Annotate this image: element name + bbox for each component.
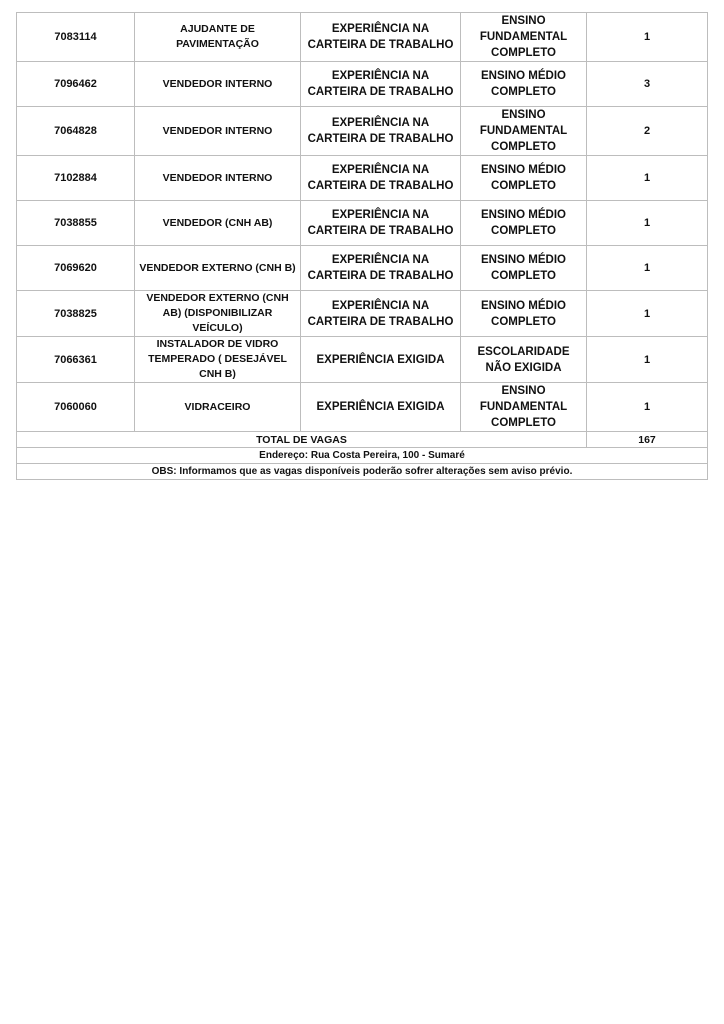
note-text: OBS: Informamos que as vagas disponíveis poderão sofrer alterações sem aviso prévio. — [17, 464, 708, 480]
job-vacancies: 1 — [587, 13, 708, 62]
table-row — [17, 246, 708, 291]
job-experience: EXPERIÊNCIA NA CARTEIRA DE TRABALHO — [301, 62, 461, 107]
job-vacancies: 1 — [587, 156, 708, 201]
total-value: 167 — [587, 432, 708, 448]
job-education: ENSINO FUNDAMENTAL COMPLETO — [461, 13, 587, 62]
job-role: VENDEDOR EXTERNO (CNH AB) (DISPONIBILIZAR VEÍCULO) — [135, 291, 301, 337]
job-code: 7060060 — [17, 383, 135, 432]
job-experience: EXPERIÊNCIA NA CARTEIRA DE TRABALHO — [301, 156, 461, 201]
job-education: ENSINO FUNDAMENTAL COMPLETO — [461, 107, 587, 156]
job-code: 7096462 — [17, 62, 135, 107]
job-vacancies: 1 — [587, 246, 708, 291]
job-experience: EXPERIÊNCIA NA CARTEIRA DE TRABALHO — [301, 291, 461, 337]
table-row — [17, 291, 708, 337]
job-code: 7038825 — [17, 291, 135, 337]
job-experience: EXPERIÊNCIA EXIGIDA — [301, 337, 461, 383]
job-vacancies: 1 — [587, 291, 708, 337]
job-code: 7102884 — [17, 156, 135, 201]
job-education: ESCOLARIDADE NÃO EXIGIDA — [461, 337, 587, 383]
table-row — [17, 13, 708, 62]
job-role: AJUDANTE DE PAVIMENTAÇÃO — [135, 13, 301, 62]
job-education: ENSINO MÉDIO COMPLETO — [461, 201, 587, 246]
job-role: VENDEDOR INTERNO — [135, 156, 301, 201]
job-code: 7066361 — [17, 337, 135, 383]
total-row — [17, 432, 708, 448]
job-vacancies: 1 — [587, 201, 708, 246]
table-row — [17, 201, 708, 246]
job-role: VENDEDOR INTERNO — [135, 62, 301, 107]
job-code: 7064828 — [17, 107, 135, 156]
total-label: TOTAL DE VAGAS — [17, 432, 587, 448]
address-row — [17, 448, 708, 464]
job-education: ENSINO MÉDIO COMPLETO — [461, 156, 587, 201]
job-role: VENDEDOR (CNH AB) — [135, 201, 301, 246]
job-experience: EXPERIÊNCIA NA CARTEIRA DE TRABALHO — [301, 107, 461, 156]
job-experience: EXPERIÊNCIA NA CARTEIRA DE TRABALHO — [301, 246, 461, 291]
note-row — [17, 464, 708, 480]
job-experience: EXPERIÊNCIA NA CARTEIRA DE TRABALHO — [301, 201, 461, 246]
job-vacancies: 3 — [587, 62, 708, 107]
job-code: 7069620 — [17, 246, 135, 291]
job-vacancies: 1 — [587, 337, 708, 383]
job-role: VIDRACEIRO — [135, 383, 301, 432]
table-row — [17, 107, 708, 156]
table-row — [17, 62, 708, 107]
table-row — [17, 383, 708, 432]
address-text: Endereço: Rua Costa Pereira, 100 - Sumaré — [17, 448, 708, 464]
table-row — [17, 156, 708, 201]
job-vacancies: 2 — [587, 107, 708, 156]
job-education: ENSINO MÉDIO COMPLETO — [461, 291, 587, 337]
job-experience: EXPERIÊNCIA NA CARTEIRA DE TRABALHO — [301, 13, 461, 62]
job-role: VENDEDOR EXTERNO (CNH B) — [135, 246, 301, 291]
job-experience: EXPERIÊNCIA EXIGIDA — [301, 383, 461, 432]
job-code: 7038855 — [17, 201, 135, 246]
job-vacancies-table — [16, 12, 708, 480]
table-row — [17, 337, 708, 383]
job-code: 7083114 — [17, 13, 135, 62]
job-vacancies: 1 — [587, 383, 708, 432]
job-role: VENDEDOR INTERNO — [135, 107, 301, 156]
job-education: ENSINO MÉDIO COMPLETO — [461, 246, 587, 291]
job-education: ENSINO MÉDIO COMPLETO — [461, 62, 587, 107]
job-role: INSTALADOR DE VIDRO TEMPERADO ( DESEJÁVEL CNH B) — [135, 337, 301, 383]
job-education: ENSINO FUNDAMENTAL COMPLETO — [461, 383, 587, 432]
